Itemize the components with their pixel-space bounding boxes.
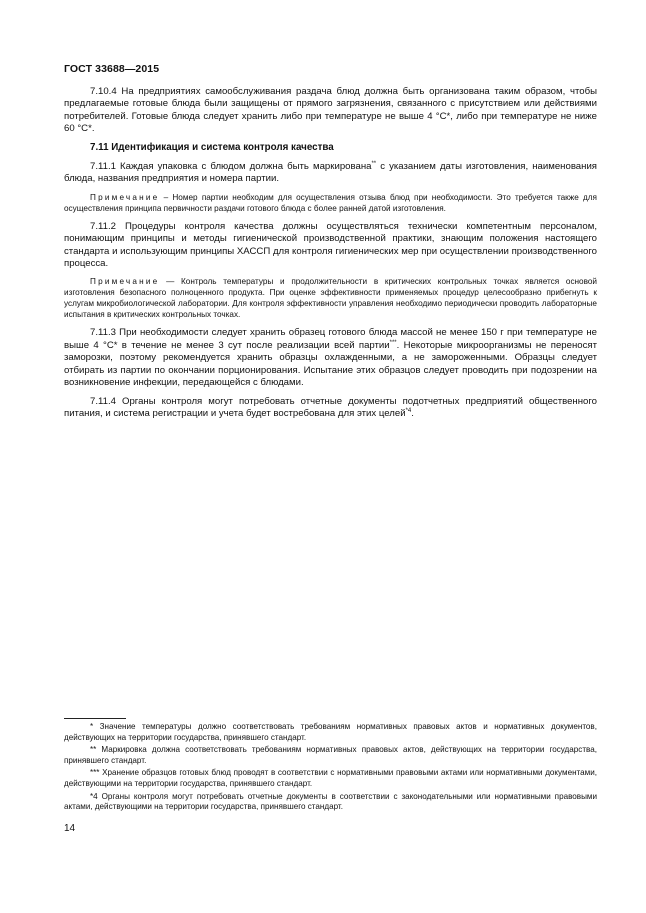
note-label: Примечание xyxy=(90,192,160,202)
footnote-divider xyxy=(64,718,126,719)
paragraph-7-10-4: 7.10.4 На предприятиях самообслуживания раздача блюд должна быть организована таким образом, чтобы предлагаемые готовые блюда были защищены от прямого загрязнения, связанного с присутствием или действиями потребителей. Готовые блюда следует хранить либо при температуре не выше 4 °C*, либо при температуре не ниже 60 °C*. xyxy=(64,86,597,135)
footnotes xyxy=(64,718,597,815)
paragraph-7-11-4 xyxy=(64,396,597,421)
paragraph-7-11-1 xyxy=(64,161,597,186)
footnote-4: *4 Органы контроля могут потребовать отчетные документы в соответствии с законодательными или нормативными правовыми актами, действующими на территории государства, принявшего стандарт. xyxy=(64,791,597,812)
footnote-mark: *4 xyxy=(405,407,412,414)
paragraph-text: 7.11.3 При необходимости следует хранить образец готового блюда массой не менее 150 г при температуре не выше 4 °C* в течение не менее 3 сут после реализации всей партии xyxy=(64,327,597,351)
section-heading-7-11: 7.11 Идентификация и система контроля качества xyxy=(90,141,334,153)
note-label: Примечание xyxy=(90,277,160,287)
paragraph-text: с указанием даты изготовления, наименования блюда, названия предприятия и номера партии. xyxy=(64,161,597,185)
paragraph-7-11-2: 7.11.2 Процедуры контроля качества должны осуществляться технически компетентным персоналом, понимающим принципы и методы гигиенической производственной практики, знающим положения настоящего стандарта и использующим принципы ХАССП для контроля гигиенических мер при осуществлении производственного процесса. xyxy=(64,220,597,270)
footnote-3: *** Хранение образцов готовых блюд проводят в соответствии с нормативными правовыми актами или нормативными документами, действующими на территории государства, принявшего стандарт. xyxy=(64,768,597,788)
document-body xyxy=(64,86,597,426)
footnote-2: ** Маркировка должна соответствовать требованиям нормативных правовых актов, действующих на территории государства, принявшего стандарт. xyxy=(64,745,597,765)
footnote-1: * Значение температуры должно соответствовать требованиям нормативных правовых актов и нормативных документов, действующих на территории государства, принявшего стандарт. xyxy=(64,722,597,742)
paragraph-text: . xyxy=(411,407,414,419)
footnote-mark: ** xyxy=(371,160,377,167)
note-1 xyxy=(64,192,597,214)
document-header: ГОСТ 33688—2015 xyxy=(64,63,160,75)
paragraph-text: 7.11.4 Органы контроля могут потребовать отчетные документы подотчетных предприятий общественного питания, и система регистрации и учета будет востребована для этих целей xyxy=(64,395,597,419)
paragraph-7-11-3 xyxy=(64,327,597,389)
page-number: 14 xyxy=(64,823,76,834)
paragraph-text: 7.11.1 Каждая упаковка с блюдом должна быть маркирована xyxy=(90,161,372,173)
note-text: – Номер партии необходим для осуществления отзыва блюд при необходимости. Это требуется также для осуществления принципа первичности раздачи готового блюда с более ранней датой изготовления. xyxy=(64,192,597,213)
note-text: — Контроль температуры и продолжительности в критических контрольных точках является основой изготовления безопасного полноценного продукта. При оценке эффективности применяемых процедур целесообразно прибегнуть к услугам микробиологической лаборатории. Для контроля эффективности управления необходимо периодически проводить лабораторные испытания в критических контрольных точках. xyxy=(64,277,597,320)
paragraph-text: . Некоторые микроорганизмы не переносят заморозки, поэтому рекомендуется хранить образцы охлажденными, а не замороженными. Образцы следует отбирать из партии по окончании порционирования. Испытание этих образцов следует проводить при подозрении на возникновение инфекции, передающейся с блюдами. xyxy=(64,339,597,389)
footnote-mark: *** xyxy=(389,339,397,346)
note-2 xyxy=(64,276,597,320)
